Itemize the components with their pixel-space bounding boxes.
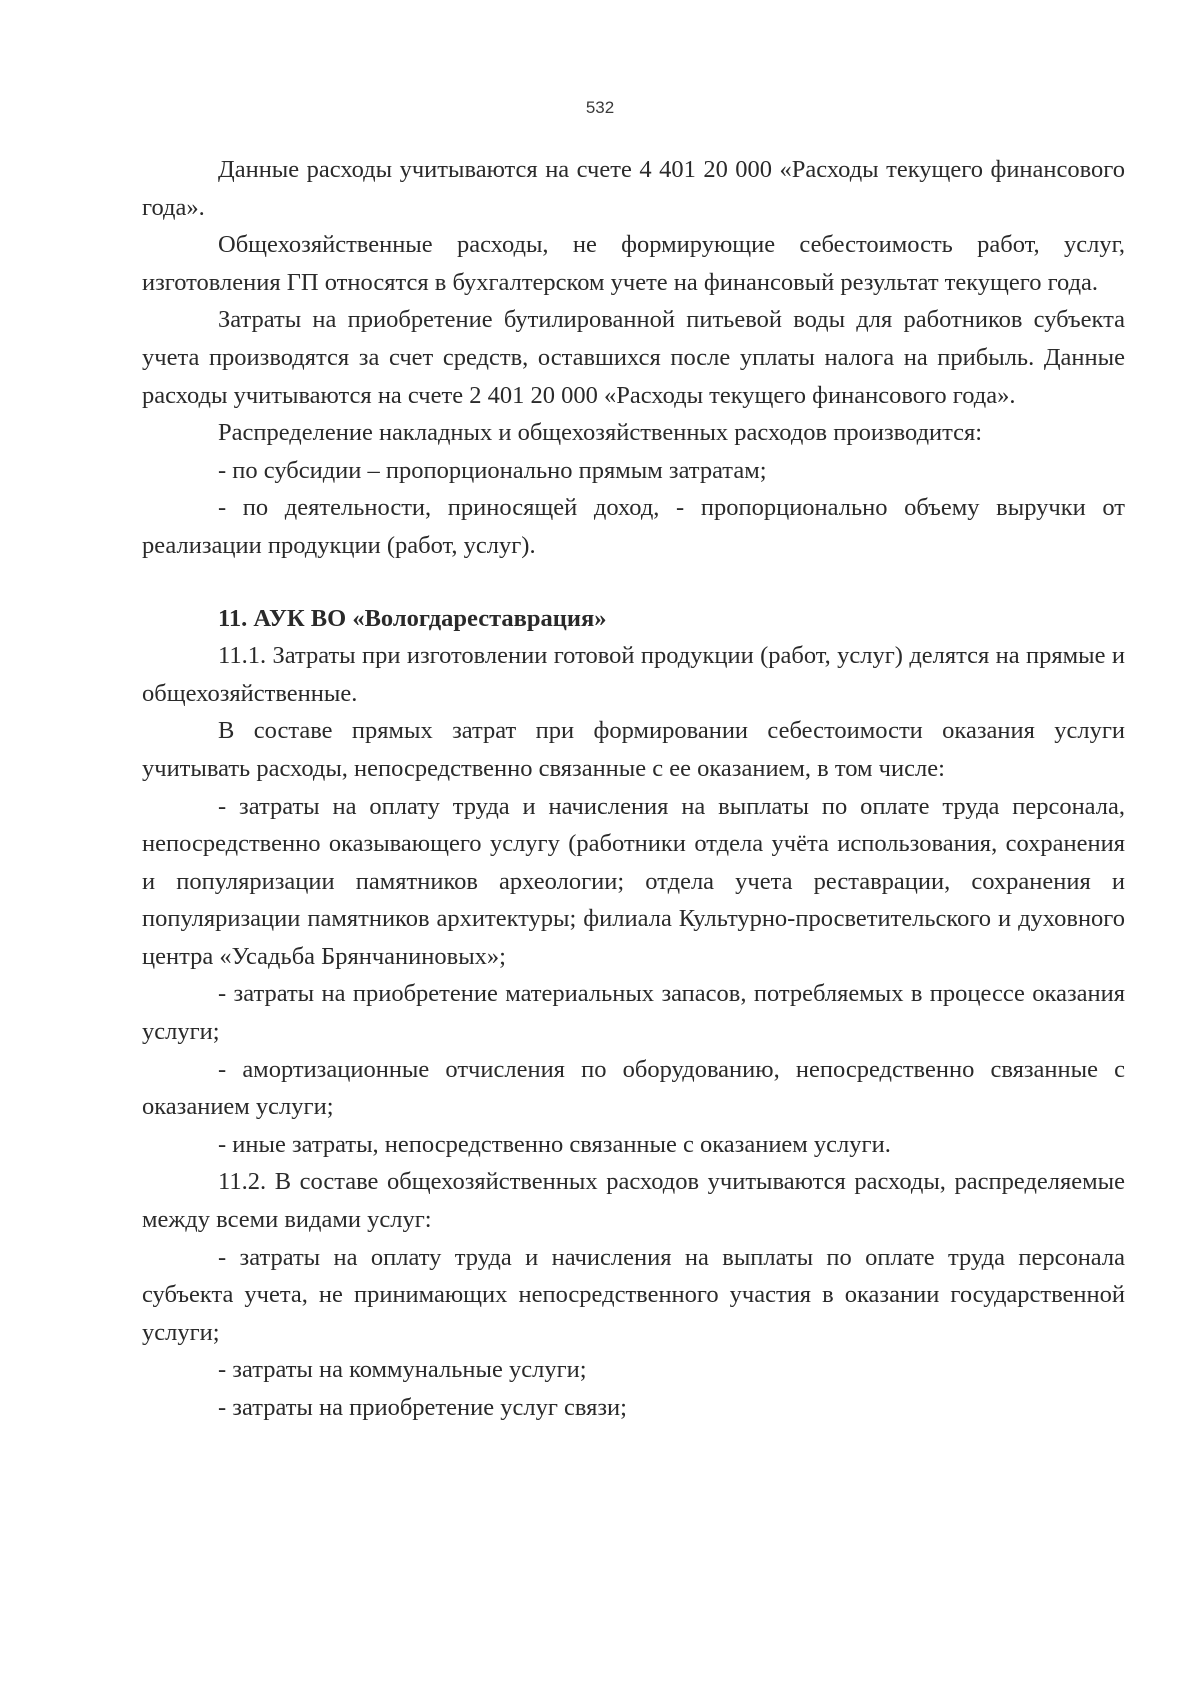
list-item: - затраты на коммунальные услуги; [218,1356,587,1384]
paragraph: Распределение накладных и общехозяйственных расходов производится: [218,419,983,447]
document-body [142,151,1125,1427]
list-item: - по деятельности, приносящей доход, - пропорционально объему выручки от реализации продукции (работ, услуг). [142,494,1125,559]
list-item: - амортизационные отчисления по оборудованию, непосредственно связанные с оказанием услуги; [142,1055,1125,1121]
list-item: - затраты на оплату труда и начисления на выплаты по оплате труда персонала, непосредственно оказывающего услугу (работники отдела учёта использования, сохранения и популяризации памятников археологии; отдела учета реставрации, сохранения и популяризации памятников архитектуры; филиала Культурно-просветительского и духовного центра «Усадьба Брянчаниновых»; [142,792,1125,970]
list-item: - затраты на приобретение материальных запасов, потребляемых в процессе оказания услуги; [142,980,1125,1046]
list-item: - затраты на оплату труда и начисления на выплаты по оплате труда персонала субъекта учета, не принимающих непосредственного участия в оказании государственной услуги; [142,1243,1125,1346]
paragraph: Общехозяйственные расходы, не формирующие себестоимость работ, услуг, изготовления ГП относятся в бухгалтерском учете на финансовый результат текущего года. [142,231,1125,296]
list-item: - затраты на приобретение услуг связи; [218,1394,627,1421]
section-heading: 11. АУК ВО «Вологдареставрация» [218,604,607,632]
page-number: 532 [585,98,615,117]
paragraph: Данные расходы учитываются на счете 4 401 20 000 «Расходы текущего финансового года». [142,156,1125,221]
list-item: - по субсидии – пропорционально прямым затратам; [218,456,767,484]
paragraph: 11.2. В составе общехозяйственных расходов учитываются расходы, распределяемые между всеми видами услуг: [142,1168,1125,1234]
paragraph: 11.1. Затраты при изготовлении готовой продукции (работ, услуг) делятся на прямые и общехозяйственные. [142,642,1125,707]
list-item: - иные затраты, непосредственно связанные с оказанием услуги. [218,1130,891,1158]
paragraph: Затраты на приобретение бутилированной питьевой воды для работников субъекта учета производятся за счет средств, оставшихся после уплаты налога на прибыль. Данные расходы учитываются на счете 2 401 20 000 «Расходы текущего финансового года». [142,306,1125,409]
paragraph: В составе прямых затрат при формировании себестоимости оказания услуги учитывать расходы, непосредственно связанные с ее оказанием, в том числе: [142,717,1125,782]
